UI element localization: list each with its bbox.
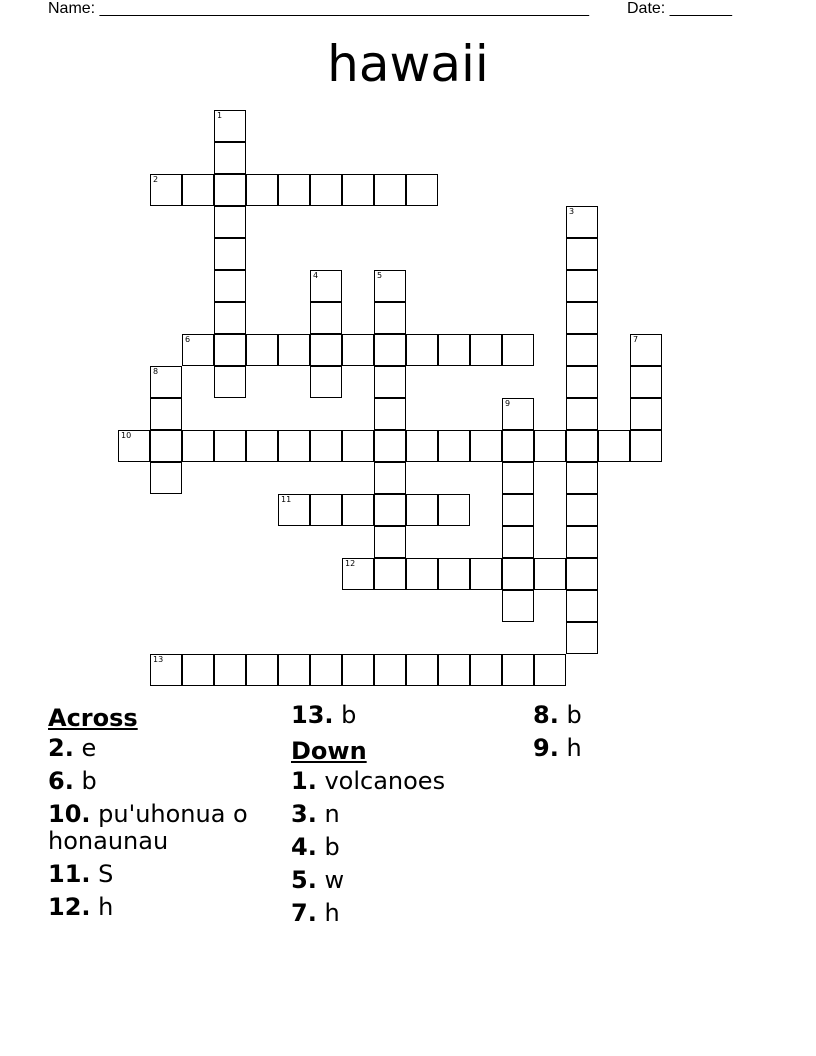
grid-cell[interactable] xyxy=(214,334,246,366)
grid-cell[interactable] xyxy=(214,206,246,238)
grid-cell[interactable] xyxy=(566,526,598,558)
down-heading: Down xyxy=(291,737,367,765)
date-field-label: Date: _______ xyxy=(627,0,732,17)
clue-text: n xyxy=(316,800,340,828)
grid-cell[interactable] xyxy=(278,430,310,462)
grid-cell[interactable] xyxy=(438,334,470,366)
grid-cell[interactable] xyxy=(246,174,278,206)
across-clue xyxy=(48,768,276,795)
grid-cell[interactable] xyxy=(182,174,214,206)
clue-number: 7 xyxy=(633,335,639,344)
grid-cell[interactable] xyxy=(534,430,566,462)
grid-cell[interactable] xyxy=(310,430,342,462)
grid-cell[interactable] xyxy=(214,142,246,174)
grid-cell[interactable] xyxy=(310,494,342,526)
across-clue-list-continued xyxy=(291,702,519,729)
grid-cell[interactable] xyxy=(502,398,534,430)
grid-cell[interactable] xyxy=(278,494,310,526)
grid-cell[interactable] xyxy=(214,174,246,206)
grid-cell[interactable] xyxy=(278,334,310,366)
grid-cell[interactable] xyxy=(150,462,182,494)
clue-text: pu'uhonua o honaunau xyxy=(48,800,248,855)
grid-cell[interactable] xyxy=(150,430,182,462)
grid-cell[interactable] xyxy=(214,302,246,334)
clues-column-2 xyxy=(291,702,519,933)
grid-cell[interactable] xyxy=(374,334,406,366)
clue-number: 1 xyxy=(217,111,223,120)
grid-cell[interactable] xyxy=(406,558,438,590)
puzzle-title: hawaii xyxy=(327,35,489,93)
clue-text: h xyxy=(316,899,340,927)
grid-cell[interactable] xyxy=(406,174,438,206)
across-clue xyxy=(48,894,276,921)
clue-number: 13 xyxy=(153,655,164,664)
clue-number: 9 xyxy=(505,399,511,408)
grid-cell[interactable] xyxy=(502,462,534,494)
grid-cell[interactable] xyxy=(566,590,598,622)
grid-cell[interactable] xyxy=(502,526,534,558)
grid-cell[interactable] xyxy=(374,270,406,302)
grid-cell[interactable] xyxy=(278,174,310,206)
grid-cell[interactable] xyxy=(566,270,598,302)
clue-number-label: 13. xyxy=(291,701,334,729)
clue-text: e xyxy=(73,734,97,762)
grid-cell[interactable] xyxy=(214,654,246,686)
grid-cell[interactable] xyxy=(502,558,534,590)
grid-cell[interactable] xyxy=(566,558,598,590)
grid-cell[interactable] xyxy=(342,654,374,686)
grid-cell[interactable] xyxy=(438,558,470,590)
grid-cell[interactable] xyxy=(214,430,246,462)
clue-number: 5 xyxy=(377,271,383,280)
grid-cell[interactable] xyxy=(374,398,406,430)
clue-number: 10 xyxy=(121,431,132,440)
clue-number-label: 11. xyxy=(48,860,91,888)
grid-cell[interactable] xyxy=(182,334,214,366)
grid-cell[interactable] xyxy=(566,302,598,334)
grid-cell[interactable] xyxy=(150,366,182,398)
down-clue xyxy=(533,702,761,729)
clue-text: w xyxy=(316,866,345,894)
grid-cell[interactable] xyxy=(566,334,598,366)
grid-cell[interactable] xyxy=(470,430,502,462)
grid-cell[interactable] xyxy=(470,558,502,590)
clues-column-3 xyxy=(533,702,761,768)
grid-cell[interactable] xyxy=(374,302,406,334)
grid-cell[interactable] xyxy=(598,430,630,462)
grid-cell[interactable] xyxy=(214,366,246,398)
grid-cell[interactable] xyxy=(310,654,342,686)
grid-cell[interactable] xyxy=(342,558,374,590)
down-clue xyxy=(291,834,519,861)
grid-cell[interactable] xyxy=(630,334,662,366)
grid-cell[interactable] xyxy=(214,110,246,142)
clue-number: 11 xyxy=(281,495,292,504)
grid-cell[interactable] xyxy=(630,398,662,430)
clue-text: b xyxy=(73,767,97,795)
clue-text: b xyxy=(558,701,582,729)
grid-cell[interactable] xyxy=(438,430,470,462)
grid-cell[interactable] xyxy=(406,654,438,686)
grid-cell[interactable] xyxy=(310,174,342,206)
grid-cell[interactable] xyxy=(470,654,502,686)
clues-column-1 xyxy=(48,702,276,927)
grid-cell[interactable] xyxy=(502,430,534,462)
grid-cell[interactable] xyxy=(374,526,406,558)
clue-text: S xyxy=(90,860,114,888)
clue-number: 3 xyxy=(569,207,575,216)
grid-cell[interactable] xyxy=(214,238,246,270)
grid-cell[interactable] xyxy=(502,654,534,686)
clue-number-label: 5. xyxy=(291,866,317,894)
grid-cell[interactable] xyxy=(502,494,534,526)
clue-number-label: 4. xyxy=(291,833,317,861)
grid-cell[interactable] xyxy=(342,494,374,526)
grid-cell[interactable] xyxy=(566,238,598,270)
grid-cell[interactable] xyxy=(342,430,374,462)
grid-cell[interactable] xyxy=(502,590,534,622)
grid-cell[interactable] xyxy=(566,430,598,462)
grid-cell[interactable] xyxy=(182,654,214,686)
clue-number: 6 xyxy=(185,335,191,344)
grid-cell[interactable] xyxy=(246,654,278,686)
grid-cell[interactable] xyxy=(470,334,502,366)
grid-cell[interactable] xyxy=(534,558,566,590)
grid-cell[interactable] xyxy=(214,270,246,302)
grid-cell[interactable] xyxy=(534,654,566,686)
grid-cell[interactable] xyxy=(630,366,662,398)
grid-cell[interactable] xyxy=(502,334,534,366)
clue-text: b xyxy=(316,833,340,861)
clue-number-label: 1. xyxy=(291,767,317,795)
grid-cell[interactable] xyxy=(342,174,374,206)
grid-cell[interactable] xyxy=(374,494,406,526)
down-clue-list-continued xyxy=(533,702,761,762)
across-clue xyxy=(48,801,276,855)
grid-cell[interactable] xyxy=(374,462,406,494)
grid-cell[interactable] xyxy=(342,334,374,366)
grid-cell[interactable] xyxy=(374,174,406,206)
grid-cell[interactable] xyxy=(374,366,406,398)
across-clue xyxy=(291,702,519,729)
grid-cell[interactable] xyxy=(566,462,598,494)
grid-cell[interactable] xyxy=(278,654,310,686)
clue-number: 8 xyxy=(153,367,159,376)
grid-cell[interactable] xyxy=(566,494,598,526)
clue-number: 4 xyxy=(313,271,319,280)
grid-cell[interactable] xyxy=(406,430,438,462)
across-clue-list xyxy=(48,735,276,921)
grid-cell[interactable] xyxy=(406,494,438,526)
down-clue xyxy=(291,900,519,927)
grid-cell[interactable] xyxy=(310,270,342,302)
clue-number-label: 9. xyxy=(533,734,559,762)
grid-cell[interactable] xyxy=(246,430,278,462)
clue-text: volcanoes xyxy=(316,767,446,795)
grid-cell[interactable] xyxy=(150,654,182,686)
grid-cell[interactable] xyxy=(182,430,214,462)
clue-text: h xyxy=(90,893,114,921)
clue-number: 12 xyxy=(345,559,356,568)
down-clue xyxy=(291,768,519,795)
clue-number-label: 6. xyxy=(48,767,74,795)
grid-cell[interactable] xyxy=(374,654,406,686)
clue-number-label: 8. xyxy=(533,701,559,729)
grid-cell[interactable] xyxy=(310,366,342,398)
grid-cell[interactable] xyxy=(374,430,406,462)
clue-number: 2 xyxy=(153,175,159,184)
clue-text: h xyxy=(558,734,582,762)
across-heading: Across xyxy=(48,704,138,732)
name-field-label: Name: _______________________________________________________ xyxy=(48,0,589,17)
clue-number-label: 7. xyxy=(291,899,317,927)
clue-number-label: 3. xyxy=(291,800,317,828)
grid-cell[interactable] xyxy=(438,654,470,686)
grid-cell[interactable] xyxy=(310,334,342,366)
across-clue xyxy=(48,861,276,888)
grid-cell[interactable] xyxy=(246,334,278,366)
down-clue-list xyxy=(291,768,519,927)
grid-cell[interactable] xyxy=(374,558,406,590)
across-clue xyxy=(48,735,276,762)
down-clue xyxy=(291,801,519,828)
clue-number-label: 10. xyxy=(48,800,91,828)
clue-text: b xyxy=(333,701,357,729)
grid-cell[interactable] xyxy=(566,398,598,430)
grid-cell[interactable] xyxy=(566,206,598,238)
grid-cell[interactable] xyxy=(566,622,598,654)
grid-cell[interactable] xyxy=(406,334,438,366)
down-clue xyxy=(533,735,761,762)
grid-cell[interactable] xyxy=(310,302,342,334)
grid-cell[interactable] xyxy=(630,430,662,462)
grid-cell[interactable] xyxy=(150,174,182,206)
grid-cell[interactable] xyxy=(438,494,470,526)
clue-number-label: 2. xyxy=(48,734,74,762)
grid-cell[interactable] xyxy=(566,366,598,398)
grid-cell[interactable] xyxy=(150,398,182,430)
down-clue xyxy=(291,867,519,894)
grid-cell[interactable] xyxy=(118,430,150,462)
clue-number-label: 12. xyxy=(48,893,91,921)
